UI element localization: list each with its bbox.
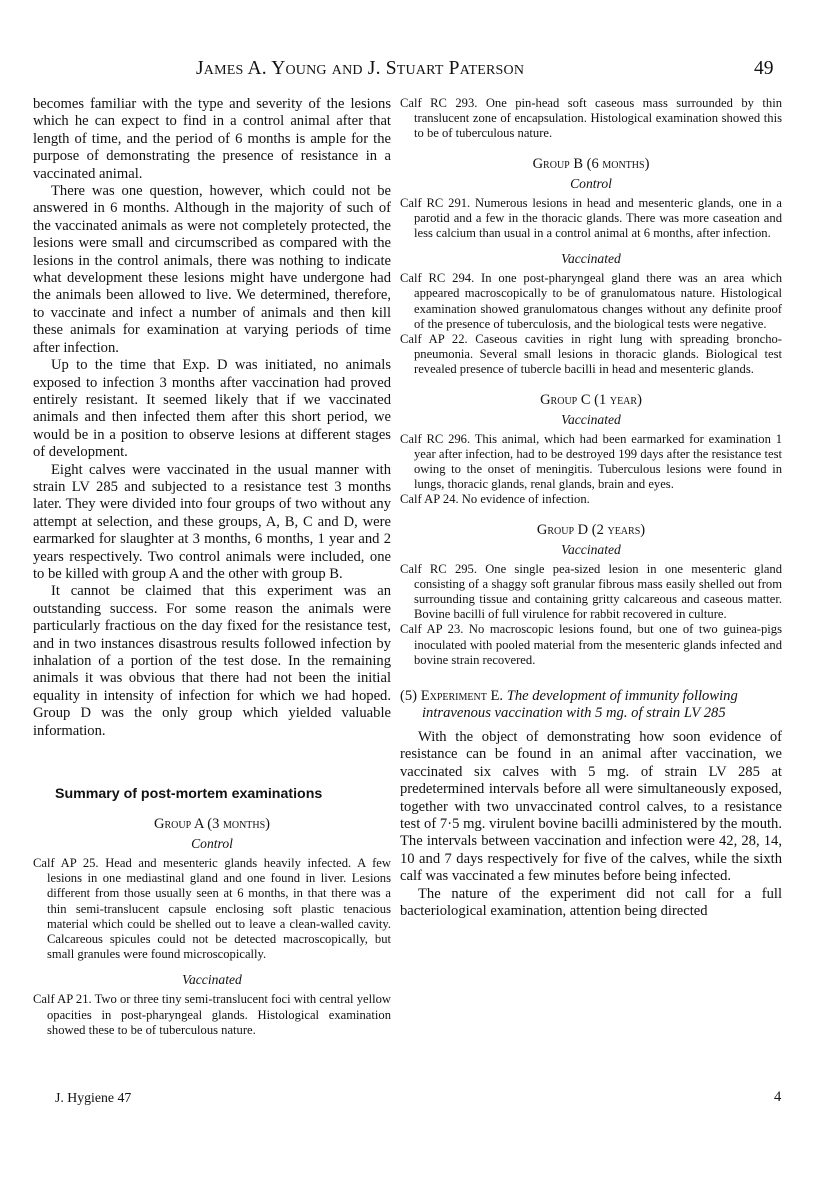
left-column xyxy=(33,96,391,1038)
case-entry: Calf RC 293. One pin-head soft caseous mass surrounded by thin translucent zone of encapsulation. Histological examination showed this to be of tuberculous nature. xyxy=(400,96,782,141)
subgroup-label: Vaccinated xyxy=(182,972,242,988)
case-entry: Calf RC 291. Numerous lesions in head and mesenteric glands, one in a parotid and a few in the thoracic glands. There was more caseation and less calcium than usual in a control animal at 6 months, after infection. xyxy=(400,195,782,241)
case-entry: Calf AP 21. Two or three tiny semi-translucent foci with central yellow opacities in post-pharyngeal glands. Histological examination showed these to be of tuberculous nature. xyxy=(33,992,391,1037)
case-entry: Calf RC 295. One single pea-sized lesion in one mesenteric gland consisting of a shaggy soft granular fibrous mass easily shelled out from surrounding tissue and containing gritty calcareous and caseous matter. Bovine bacilli of full virulence for rabbit recovered in culture. xyxy=(400,561,782,622)
section-heading: Summary of post-mortem examinations xyxy=(55,786,323,803)
body-paragraph: There was one question, however, which could not be answered in 6 months. Although in the majority of such of the vaccinated animals as were not completely protected, the lesions were small and circumscribed as compared with the lesions in the control animals, there was nothing to indicate what development these lesions might have undergone had the animals been allowed to live. We determined, therefore, to vaccinate and infect a number of animals and then kill these animals for examination at varying periods of time after infection. xyxy=(33,183,391,356)
signature-mark: 4 xyxy=(774,1089,782,1105)
group-heading: Group C (1 year) xyxy=(540,391,642,408)
page-number: 49 xyxy=(754,58,774,79)
case-entry: Calf AP 22. Caseous cavities in right lung with spreading broncho-pneumonia. Several small lesions in thoracic glands. Biological test revealed presence of tubercle bacilli in head and mesenteric glands. xyxy=(400,332,782,377)
subgroup-label: Vaccinated xyxy=(561,251,621,267)
case-entry: Calf RC 294. In one post-pharyngeal gland there was an area which appeared macroscopically to be of granulomatous nature. Histological examination showed granulomatous changes without any definite proof of the presence of tuberculosis, and the biological tests were negative. xyxy=(400,271,782,331)
body-paragraph: becomes familiar with the type and severity of the lesions which he can expect to find in a control animal after that length of time, and the period of 6 months is ample for the purpose of demonstrating the presence of resistance in a vaccinated animal. xyxy=(33,96,391,182)
experiment-heading xyxy=(400,688,782,723)
body-paragraph: Up to the time that Exp. D was initiated, no animals exposed to infection 3 months after vaccination had proved entirely resistant. It seemed likely that if we vaccinated animals and then infected them after this short period, we would be in a position to observe lesions at different stages of development. xyxy=(33,357,391,461)
experiment-label: Experiment E. xyxy=(420,688,504,705)
subgroup-label: Control xyxy=(191,836,233,852)
journal-footer: J. Hygiene 47 xyxy=(55,1090,132,1105)
case-entry: Calf AP 25. Head and mesenteric glands heavily infected. A few lesions in one mediastinal gland and one found in liver. Lesions different from those usually seen at 6 months, in that there was a thin semi-translucent capsule enclosing soft plastic tenacious material which could be shelled out to leave a clean-walled cavity. Calcareous spicules could not be detected macroscopically, but small granules were found microscopically. xyxy=(33,856,391,962)
body-paragraph: It cannot be claimed that this experiment was an outstanding success. For some reason the animals were particularly fractious on the day fixed for the resistance test, and in two instances disastrous results followed infection by inhalation of a portion of the test dose. In the remaining animals it was obvious that there had not been the initial equality in intensity of infection for which we had hoped. Group D was the only group which yielded valuable information. xyxy=(33,583,391,739)
case-entry: Calf AP 23. No macroscopic lesions found, but one of two guinea-pigs inoculated with pooled material from the mesenteric glands infected and bovine strain recovered. xyxy=(400,622,782,667)
group-heading: Group B (6 months) xyxy=(532,155,650,172)
running-header xyxy=(0,58,816,86)
case-entry: Calf RC 296. This animal, which had been earmarked for examination 1 year after infection, had to be destroyed 199 days after the resistance test owing to the onset of meningitis. Tuberculous lesions were found in lungs, thoracic glands, renal glands, brain and eyes. xyxy=(400,431,782,492)
body-paragraph: Eight calves were vaccinated in the usual manner with strain LV 285 and subjected to a resistance test 3 months later. They were divided into four groups of two without any attempt at selection, and these groups, A, B, C and D, were earmarked for slaughter at 3 months, 6 months, 1 year and 2 years respectively. Two control animals were included, one to be killed with group A and the other with group B. xyxy=(33,461,391,582)
body-paragraph: The nature of the experiment did not call for a full bacteriological examination, attention being directed xyxy=(400,885,782,919)
group-heading: Group D (2 years) xyxy=(536,521,646,538)
group-heading: Group A (3 months) xyxy=(153,816,271,833)
right-column xyxy=(400,96,782,920)
experiment-number: (5) xyxy=(400,688,418,705)
subgroup-label: Control xyxy=(570,175,612,191)
body-paragraph: With the object of demonstrating how soon evidence of resistance can be found in an animal after vaccination, we vaccinated six calves with 5 mg. of strain LV 285 at predetermined intervals before all were simultaneously exposed, together with two unvaccinated control calves, to a resistance test of 7·5 mg. virulent bovine bacilli administered by the mouth. The intervals between vaccination and infection were 42, 28, 14, 10 and 7 days respectively for five of the calves, while the sixth calf was vaccinated a few minutes before being infected. xyxy=(400,728,782,885)
case-entry: Calf AP 24. No evidence of infection. xyxy=(400,492,590,507)
experiment-title: The development of immunity following intravenous vaccination with 5 mg. of strain LV 285 xyxy=(422,688,738,722)
running-head-authors: James A. Young and J. Stuart Paterson xyxy=(196,58,525,79)
subgroup-label: Vaccinated xyxy=(561,411,621,427)
subgroup-label: Vaccinated xyxy=(561,541,621,557)
